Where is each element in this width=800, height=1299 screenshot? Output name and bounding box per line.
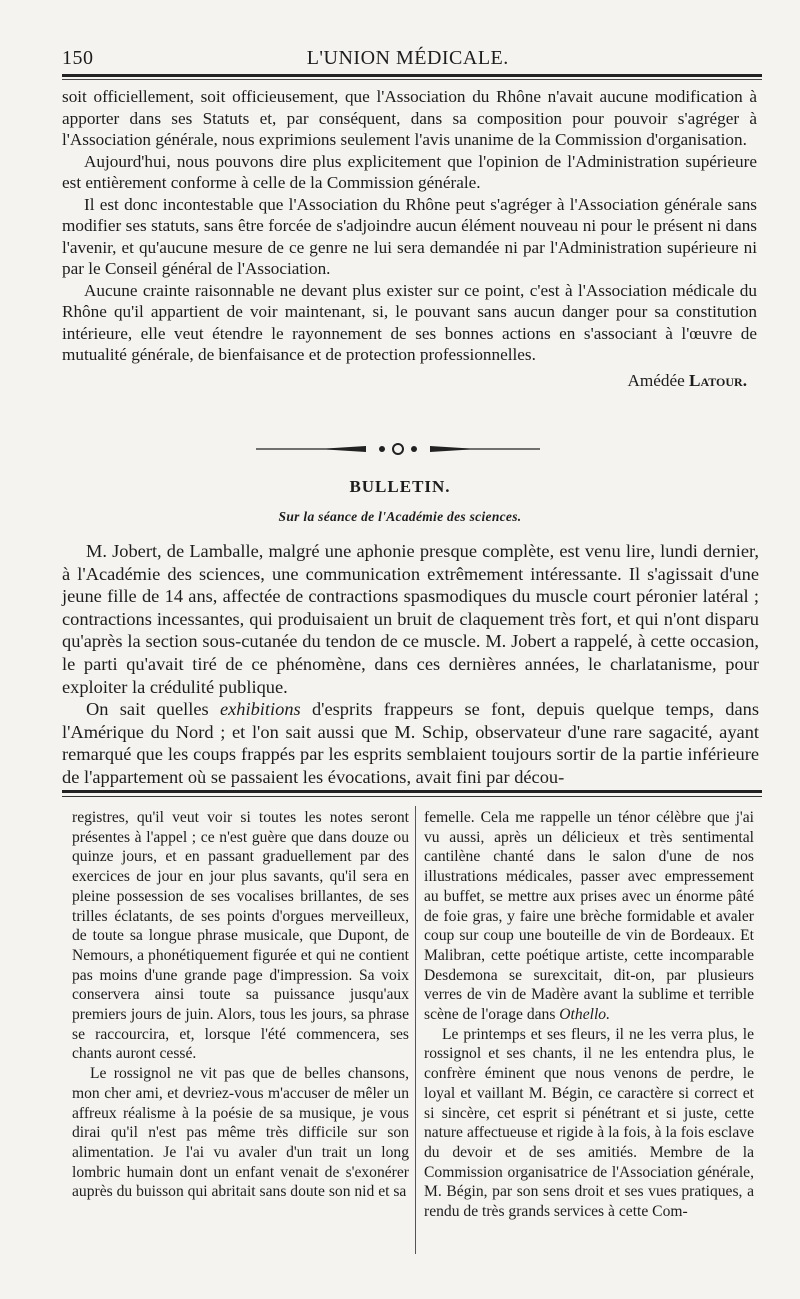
right-paragraph-2: Le printemps et ses fleurs, il ne les verra plus, le rossignol et ses chants, il ne les entendra plus, le confrère éminent que nous venons de perdre, le loyal et vaillant M. Bégin, ce caractère si correct et si sincère, cet esprit si pénétrant et si juste, cette nature affectueuse et rigide à la fois, à la fois esclave du devoir et de ses amitiés. Membre de la Commission organisatrice de l'Association générale, M. Bégin, par son sens droit et ses vues pratiques, a rendu de très grands services à cette Com- <box>424 1025 754 1221</box>
right-column <box>424 808 754 1222</box>
article-text: d'esprits frappeurs se font, depuis quelque temps, dans l'Amérique du Nord ; et l'on sait aussi que M. Schip, observateur d'une rare sagacité, ayant remarqué que les coups frappés par les esprits semblaient toujours sortir de la partie inférieure de l'appartement où se passaient les évocations, avait fini par décou- <box>62 699 759 787</box>
signature <box>62 370 757 392</box>
article-paragraph-2 <box>62 698 759 788</box>
top-section <box>62 86 757 391</box>
journal-title: L'UNION MÉDICALE. <box>306 46 509 69</box>
signature-last-name: Latour. <box>689 370 747 390</box>
bulletin-subtitle: Sur la séance de l'Académie des sciences. <box>278 509 522 524</box>
article-emphasis: exhibitions <box>219 699 301 720</box>
bulletin-article <box>62 540 759 789</box>
feuilleton-rule <box>62 790 762 797</box>
signature-first-name: Amédée <box>627 370 685 390</box>
header-rule <box>62 74 762 80</box>
right-emphasis: Othello. <box>559 1006 610 1024</box>
top-paragraph-2: Aujourd'hui, nous pouvons dire plus explicitement que l'opinion de l'Administration supérieure est entièrement conforme à celle de la Commission générale. <box>62 151 757 192</box>
left-paragraph-2: Le rossignol ne vit pas que de belles chansons, mon cher ami, et devriez-vous m'accuser de mêler un affreux réalisme à la poésie de sa musique, je vous dirai qu'il n'est pas même très difficile sur son alimentation. Je l'ai vu avaler d'un trait un long lombric humain dont un enfant venait de s'exonérer auprès du buisson qui abritait sans doute son nid et sa <box>72 1065 409 1201</box>
left-paragraph-1: registres, qu'il veut voir si toutes les notes seront présentes à l'appel ; ce n'est guère que dans douze ou quinze jours, et en passant graduellement par des exercices de jour en jour plus savants, qu'il sera en pleine possession de ses vocalises brillantes, de ses trilles éclatants, de ses points d'orgues merveilleux, de toute sa longue phrase musicale, que Dupont, de Nemours, a phonétiquement figurée et qui ne contient pas moins d'une grande page d'impression. Sa voix conservera ainsi toute sa puissance jusqu'aux premiers jours de juin. Alors, tous les jours, sa phrase se raccourcira, et, lorsque l'été commencera, ses chants auront cessé. <box>72 809 409 1063</box>
ornament-divider <box>248 438 548 460</box>
page-header <box>62 40 762 76</box>
bulletin-title: BULLETIN. <box>349 477 451 496</box>
top-paragraph-4: Aucune crainte raisonnable ne devant plus exister sur ce point, c'est à l'Association médicale du Rhône qu'il appartient de voir maintenant, si, le pouvant sans aucun danger pour sa constitution intérieure, elle veut étendre le rayonnement de ses bonnes actions en s'associant à l'œuvre de mutualité générale, de bienfaisance et de protection professionnelles. <box>62 280 757 364</box>
right-paragraph-1 <box>424 808 754 1025</box>
top-paragraph-1: soit officiellement, soit officieusement, que l'Association du Rhône n'avait aucune modification à apporter dans ses Statuts et, par conséquent, dans sa composition pour pouvoir s'agréger à l'Association générale, nous exprimions seulement l'avis unanime de la Commission d'organisation. <box>62 87 757 149</box>
article-paragraph-1: M. Jobert, de Lamballe, malgré une aphonie presque complète, est venu lire, lundi dernier, à l'Académie des sciences, une communication extrêmement intéressante. Il s'agissait d'une jeune fille de 14 ans, affectée de contractions spasmodiques du muscle court péronier latéral ; contractions incessantes, qui produisaient un bruit de claquement très fort, et qui n'ont disparu qu'après la section sous-cutanée du tendon de ce muscle. M. Jobert a rappelé, à cette occasion, le parti qu'avait tiré de ce phénomène, dans ces dernières années, le charlatanisme, pour exploiter la crédulité publique. <box>62 541 759 697</box>
right-text: femelle. Cela me rappelle un ténor célèbre que j'ai vu aussi, après un délicieux et très sentimental cantilène chanté dans le salon d'une de nos illustrations médicales, passer avec empressement au buffet, se mettre aux prises avec un énorme pâté de foie gras, y faire une brèche formidable et avaler coup sur coup une bouteille de vin de Bordeaux. Et Malibran, cette poétique artiste, cette incomparable Desdemona se surexcitait, dit-on, par plusieurs verres de vin de Madère avant la sublime et terrible scène de l'orage dans <box>424 809 754 1024</box>
column-divider <box>415 806 416 1254</box>
top-paragraph-3: Il est donc incontestable que l'Association du Rhône peut s'agréger à l'Association générale sans modifier ses statuts, sans être forcée de s'adjoindre aucun élément nouveau ni pour le présent ni dans l'avenir, et qu'aucune mesure de ce genre ne lui sera demandée ni par l'Administration supérieure ni par le Conseil général de l'Association. <box>62 194 757 278</box>
article-text: On sait quelles <box>86 699 220 720</box>
left-column <box>72 808 409 1202</box>
page-number: 150 <box>62 46 94 69</box>
